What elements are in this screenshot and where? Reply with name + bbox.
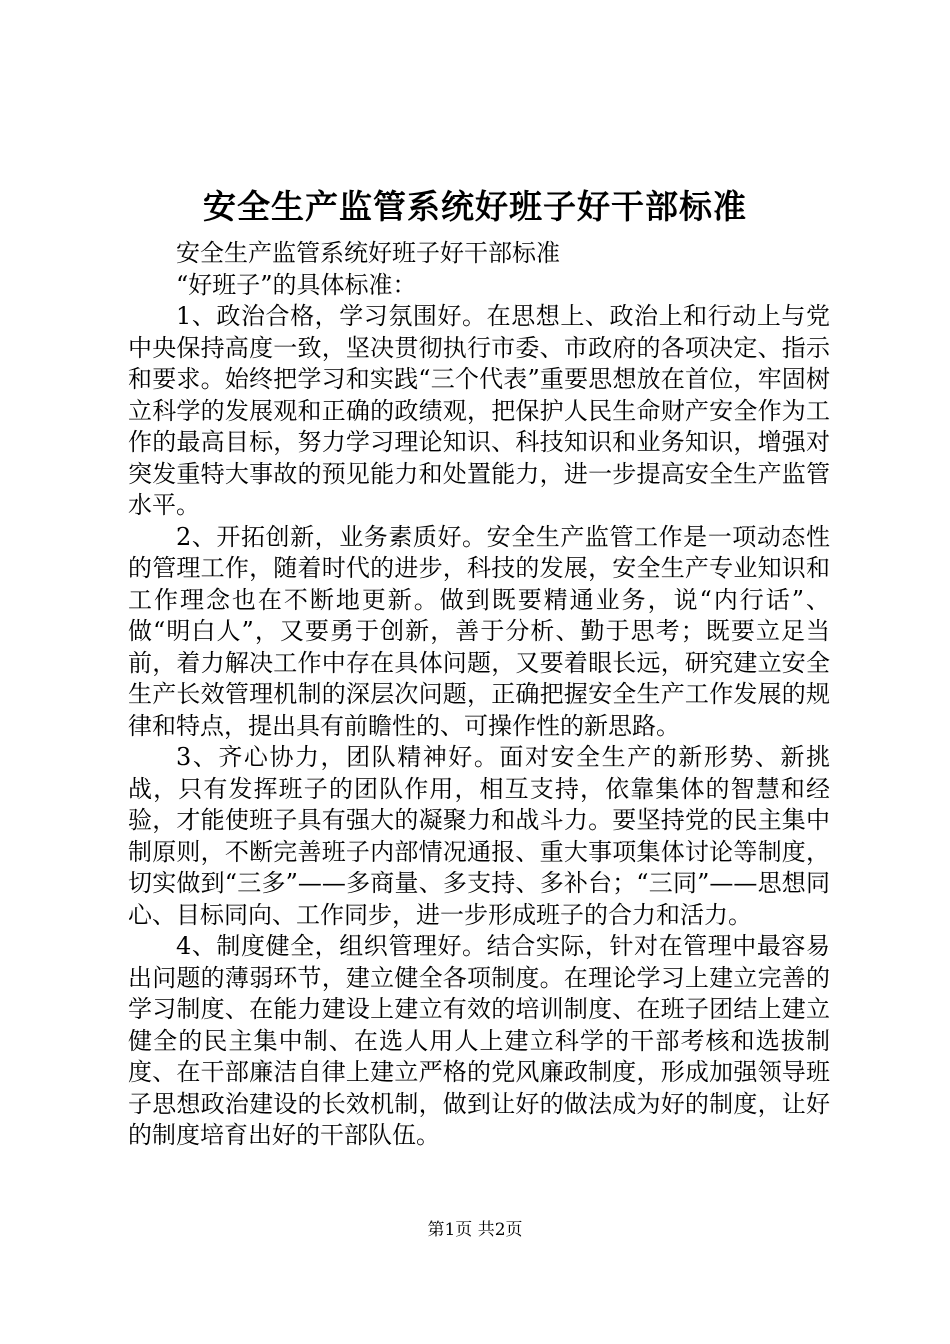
paragraph-subtitle: 安全生产监管系统好班子好干部标准 bbox=[176, 239, 560, 267]
paragraph-section-heading: “好班子”的具体标准： bbox=[176, 270, 417, 299]
document-title: 安全生产监管系统好班子好干部标准 bbox=[203, 187, 747, 226]
document-body bbox=[128, 238, 830, 1152]
paragraph-item-3: 3、齐心协力，团队精神好。面对安全生产的新形势、新挑战，只有发挥班子的团队作用，相互支持，依靠集体的智慧和经验，才能使班子具有强大的凝聚力和战斗力。要坚持党的民主集中制原则，不断完善班子内部情况通报、重大事项集体讨论等制度，切实做到“三多”——多商量、多支持、多补台；“三同”——思想同心、目标同向、工作同步，进一步形成班子的合力和活力。 bbox=[128, 743, 830, 929]
paragraph-item-4: 4、制度健全，组织管理好。结合实际，针对在管理中最容易出问题的薄弱环节，建立健全各项制度。在理论学习上建立完善的学习制度、在能力建设上建立有效的培训制度、在班子团结上建立健全的民主集中制、在选人用人上建立科学的干部考核和选拔制度、在干部廉洁自律上建立严格的党风廉政制度，形成加强领导班子思想政治建设的长效机制，做到让好的做法成为好的制度，让好的制度培育出好的干部队伍。 bbox=[128, 932, 830, 1149]
page-footer: 第1页 共2页 bbox=[427, 1220, 523, 1240]
paragraph-item-2: 2、开拓创新，业务素质好。安全生产监管工作是一项动态性的管理工作，随着时代的进步，科技的发展，安全生产专业知识和工作理念也在不断地更新。做到既要精通业务，说“内行话”、做“明白人”，又要勇于创新，善于分析、勤于思考；既要立足当前，着力解决工作中存在具体问题，又要着眼长远，研究建立安全生产长效管理机制的深层次问题，正确把握安全生产工作发展的规律和特点，提出具有前瞻性的、可操作性的新思路。 bbox=[128, 522, 830, 740]
paragraph-item-1: 1、政治合格，学习氛围好。在思想上、政治上和行动上与党中央保持高度一致，坚决贯彻执行市委、市政府的各项决定、指示和要求。始终把学习和实践“三个代表”重要思想放在首位，牢固树立科学的发展观和正确的政绩观，把保护人民生命财产安全作为工作的最高目标，努力学习理论知识、科技知识和业务知识，增强对突发重特大事故的预见能力和处置能力，进一步提高安全生产监管水平。 bbox=[128, 302, 830, 519]
